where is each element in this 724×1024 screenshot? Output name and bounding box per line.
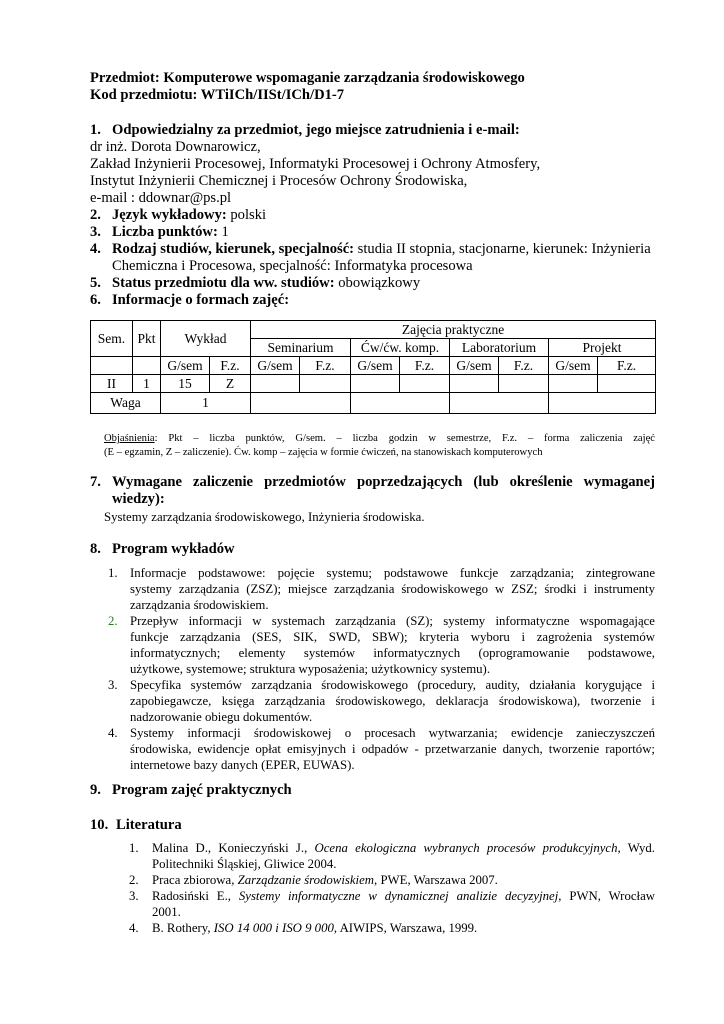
sem-header: Sem.	[91, 321, 133, 357]
pkt-sub-cell	[133, 357, 161, 375]
laboratory-fz-header: F.z.	[499, 357, 549, 375]
weight-label: Waga	[91, 393, 161, 414]
language-label: Język wykładowy:	[112, 207, 227, 223]
lecture-item-line: Przepływ informacji w systemach zarządzania (SZ); systemy informatyczne wspomagające	[130, 614, 655, 628]
literature-authors: B. Rothery,	[152, 921, 214, 935]
explanation-line-2: (E – egzamin, Z – zaliczenie). Ćw. komp – zajęcia w formie ćwiczeń, na stanowiskach komputerowych	[104, 447, 543, 458]
literature-publisher: Wyd.	[620, 841, 655, 855]
lecture-item-number: 3.	[108, 678, 118, 692]
section-10-heading	[90, 817, 182, 834]
seminar-fz-header: F.z.	[300, 357, 351, 375]
lecture-item-line: zapobiegawcze, księga zarządzania środowiskowego, deklaracja środowiskowa), tworzenie i	[130, 694, 655, 708]
empty-cell	[598, 375, 656, 393]
section-number: 7.	[90, 474, 101, 490]
section-number: 3.	[90, 224, 101, 240]
lecture-item-line: użytkowe, systemowe; struktura wyposażenia; użytkownicy systemu).	[130, 662, 491, 676]
lecture-item-line: systemy zarządzania (ZSZ); miejsce zarządzania środowiskowego w ZSZ; środki i instrumenty	[130, 582, 655, 596]
weight-value: 1	[161, 393, 251, 414]
empty-cell	[300, 375, 351, 393]
pkt-header: Pkt	[133, 321, 161, 357]
lecture-item-line: informatycznych; elementy systemów informatycznych (oprogramowanie podstawowe,	[130, 646, 655, 660]
lecture-item-line: zarządzania środowiskiem.	[130, 598, 269, 612]
sem-sub-cell	[91, 357, 133, 375]
pkt-value: 1	[133, 375, 161, 393]
section-4	[90, 241, 651, 258]
lecture-item-number: 4.	[108, 726, 118, 740]
section-1-heading	[90, 122, 520, 139]
literature-item	[152, 920, 477, 936]
status-value: obowiązkowy	[334, 275, 421, 291]
sem-value: II	[91, 375, 133, 393]
literature-title: Systemy informatyczne w dynamicznej analizie decyzyjnej	[238, 889, 559, 903]
section-title: Wymagane zaliczenie przedmiotów poprzedzających (lub określenie wymaganej	[112, 474, 655, 490]
section-7-heading-continued: wiedzy):	[112, 491, 165, 507]
literature-publisher: , PWE, Warszawa 2007.	[374, 873, 498, 887]
section-2	[90, 207, 266, 224]
explanation-line-1	[104, 432, 655, 445]
exercises-fz-header: F.z.	[400, 357, 450, 375]
lecture-hours-value: 15	[161, 375, 210, 393]
empty-cell	[450, 393, 549, 414]
exercises-header: Ćw/ćw. komp.	[351, 339, 450, 357]
section-5	[90, 275, 420, 292]
responsible-department: Zakład Inżynierii Procesowej, Informatyki Procesowej i Ochrony Atmosfery,	[90, 156, 541, 172]
literature-item-number: 2.	[129, 873, 139, 887]
study-type-value: studia II stopnia, stacjonarne, kierunek: Inżynieria	[354, 241, 651, 257]
empty-cell	[400, 375, 450, 393]
section-title: Program zajęć praktycznych	[112, 782, 292, 798]
empty-cell	[499, 375, 549, 393]
section-number: 4.	[90, 241, 101, 257]
section-title: Literatura	[116, 817, 182, 833]
section-title: Program wykładów	[112, 541, 235, 557]
section-9-heading	[90, 782, 292, 799]
empty-cell	[351, 375, 400, 393]
literature-publisher: , PWN, Wrocław	[558, 889, 656, 903]
lecture-item-number: 1.	[108, 566, 118, 580]
lecture-item-line: internetowe bazy danych (EPER, EUWAS).	[130, 758, 355, 772]
empty-cell	[251, 393, 351, 414]
lecture-item-line: nadzorowanie obiegu dokumentów.	[130, 710, 313, 724]
lecture-gsem-header: G/sem	[161, 357, 210, 375]
literature-item-number: 3.	[129, 889, 139, 903]
literature-item	[152, 888, 655, 904]
status-label: Status przedmiotu dla ww. studiów:	[112, 275, 335, 291]
lecture-item-line: środowiska, ewidencje opłat emisyjnych i odpadów - przetwarzanie danych, tworzenie raportów;	[130, 742, 655, 756]
seminar-header: Seminarium	[251, 339, 351, 357]
responsible-name: dr inż. Dorota Downarowicz,	[90, 139, 261, 155]
project-header: Projekt	[549, 339, 656, 357]
project-fz-header: F.z.	[598, 357, 656, 375]
empty-cell	[351, 393, 450, 414]
section-number: 10.	[90, 817, 109, 833]
classes-table	[90, 320, 656, 414]
practical-header: Zajęcia praktyczne	[251, 321, 656, 339]
lecture-fz-header: F.z.	[210, 357, 251, 375]
literature-authors: Praca zbiorowa,	[152, 873, 238, 887]
section-3	[90, 224, 229, 241]
section-number: 2.	[90, 207, 101, 223]
lecture-item-number: 2.	[108, 614, 118, 628]
empty-cell	[251, 375, 300, 393]
empty-cell	[549, 375, 598, 393]
literature-item-continued: Politechniki Śląskiej, Gliwice 2004.	[152, 857, 337, 871]
study-type-label: Rodzaj studiów, kierunek, specjalność:	[112, 241, 355, 257]
lecture-item-line: funkcje zarządzania (SES, SIK, SWD, SBW); kryteria wyboru i zagrożenia systemów	[130, 630, 655, 644]
points-value: 1	[217, 224, 229, 240]
literature-title: Zarządzanie środowiskiem	[237, 873, 375, 887]
section-7-heading	[90, 474, 655, 491]
section-number: 8.	[90, 541, 101, 557]
literature-item-number: 1.	[129, 841, 139, 855]
lecture-item-line: Systemy informacji środowiskowej o procesach wytwarzania; ewidencje zanieczyszczeń	[130, 726, 655, 740]
literature-item	[152, 840, 655, 856]
lecture-item-line: Informacje podstawowe: pojęcie systemu; podstawowe funkcje zarządzania; zintegrowane	[130, 566, 655, 580]
section-number: 9.	[90, 782, 101, 798]
explanation-text: : Pkt – liczba punktów, G/sem. – liczba godzin w semestrze, F.z. – forma zaliczenia zajęć	[154, 433, 655, 444]
literature-authors: Malina D., Konieczyński J.,	[152, 841, 315, 855]
section-number: 1.	[90, 122, 101, 138]
lecture-header: Wykład	[161, 321, 251, 357]
project-gsem-header: G/sem	[549, 357, 598, 375]
empty-cell	[450, 375, 499, 393]
lecture-item-line: Specyfika systemów zarządzania środowiskowego (procedury, audity, działania korygujące i	[130, 678, 655, 692]
subject-title: Przedmiot: Komputerowe wspomaganie zarządzania środowiskowego	[90, 70, 525, 86]
literature-title: Ocena ekologiczna wybranych procesów produkcyjnych,	[314, 841, 621, 855]
literature-item	[152, 872, 498, 888]
literature-authors: Radosiński E.,	[152, 889, 239, 903]
exercises-gsem-header: G/sem	[351, 357, 400, 375]
language-value: polski	[226, 207, 267, 223]
prerequisites-text: Systemy zarządzania środowiskowego, Inżynieria środowiska.	[104, 510, 425, 524]
section-8-heading	[90, 541, 235, 558]
laboratory-header: Laboratorium	[450, 339, 549, 357]
section-number: 6.	[90, 292, 101, 308]
literature-title: ISO 14 000 i ISO 9 000	[213, 921, 334, 935]
section-title: Odpowiedzialny za przedmiot, jego miejsce zatrudnienia i e-mail:	[112, 122, 520, 138]
study-type-value-continued: Chemiczna i Procesowa, specjalność: Informatyka procesowa	[112, 258, 473, 274]
literature-item-continued: 2001.	[152, 905, 181, 919]
section-6-heading	[90, 292, 289, 309]
literature-publisher: , AIWIPS, Warszawa, 1999.	[333, 921, 478, 935]
literature-item-number: 4.	[129, 921, 139, 935]
explanation-label: Objaśnienia	[104, 433, 155, 444]
section-title: Informacje o formach zajęć:	[112, 292, 290, 308]
section-number: 5.	[90, 275, 101, 291]
lecture-form-value: Z	[210, 375, 251, 393]
points-label: Liczba punktów:	[112, 224, 218, 240]
responsible-institute: Instytut Inżynierii Chemicznej i Procesów Ochrony Środowiska,	[90, 173, 468, 189]
responsible-email: e-mail : ddownar@ps.pl	[90, 190, 232, 206]
laboratory-gsem-header: G/sem	[450, 357, 499, 375]
empty-cell	[549, 393, 656, 414]
seminar-gsem-header: G/sem	[251, 357, 300, 375]
subject-code: Kod przedmiotu: WTiICh/IISt/ICh/D1-7	[90, 87, 345, 103]
